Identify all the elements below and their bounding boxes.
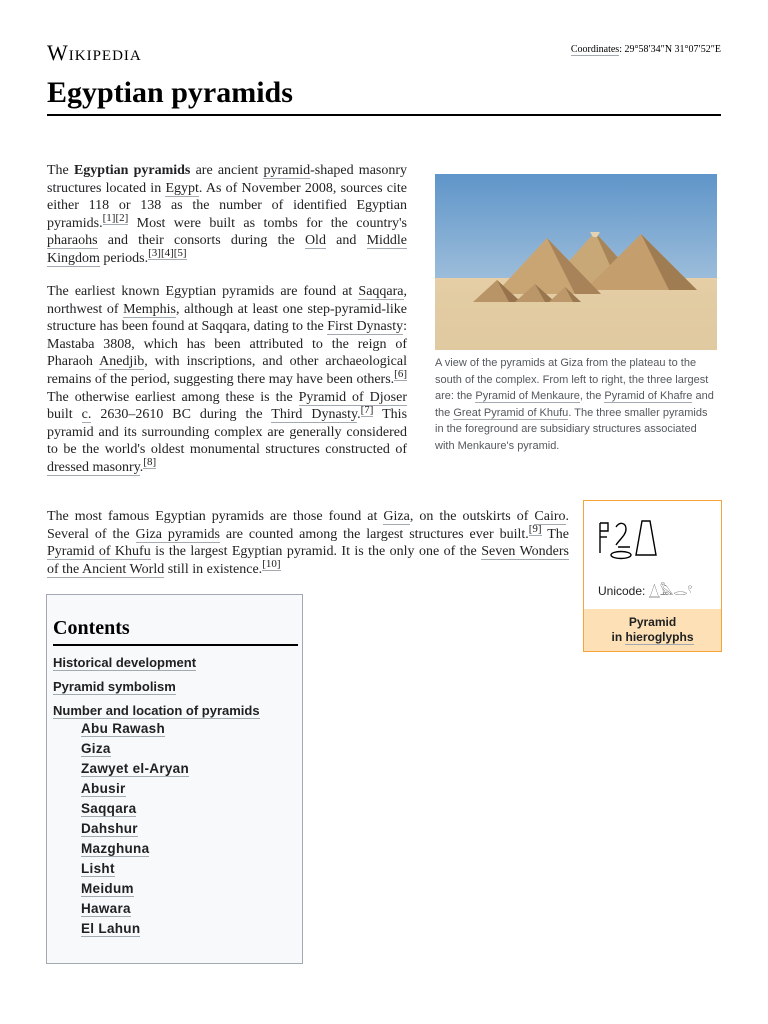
ref-10[interactable]: [10] [262,558,281,571]
coordinates [571,44,721,55]
toc-item-pyramid-symbolism[interactable]: Pyramid symbolism [53,679,176,694]
coordinates-value: : 29°58′34″N 31°07′52″E [619,44,721,55]
hieroglyph-box [583,500,722,652]
paragraph-giza: The most famous Egyptian pyramids are those found at Giza, on the outskirts of Cairo. Several of the Giza pyramids are counted among the largest structures ever built.[9] The Pyramid of Khufu is the largest Egyptian pyramid. It is the only one of the Seven Wonders of the Ancient World still in existence.[10] [47,509,569,577]
link-hieroglyphs[interactable]: hieroglyphs [625,630,694,644]
toc-subitem-saqqara[interactable]: Saqqara [81,801,137,816]
link-memphis[interactable]: Memphis [123,301,176,317]
toc-subitem-el-lahun[interactable]: El Lahun [81,921,141,936]
wikipedia-wordmark[interactable]: Wikipedia [47,40,142,65]
link-saqqara[interactable]: Saqqara [358,284,404,299]
ref-1[interactable]: [1] [102,212,116,225]
coordinates-link[interactable]: Coordinates [570,44,620,55]
link-great-pyramid-of-khufu[interactable]: Great Pyramid of Khufu [453,406,569,419]
ref-4[interactable]: [4] [160,247,174,260]
hieroglyph-caption: Pyramid in hieroglyphs [584,609,721,651]
toc-subitem-giza[interactable]: Giza [81,741,111,756]
link-old-kingdom[interactable]: Old [304,233,326,249]
unicode-row: Unicode: 𓉴𓅓𓂋𓍢 [598,584,693,598]
link-giza-pyramids[interactable]: Giza pyramids [135,526,220,542]
toc-list [53,655,260,936]
link-pyramid[interactable]: pyramid [263,163,311,178]
link-pharaohs[interactable]: pharaohs [47,233,98,249]
link-circa[interactable]: c. [81,407,92,423]
paragraph-earliest: The earliest known Egyptian pyramids are found at Saqqara, northwest of Memphis, although at least one step-pyramid-like structure has been found at Saqqara, dating to the First Dynasty: Mastaba 3808, which has been attributed to the reign of Pharaoh Anedjib, with inscriptions, and other archaeological remains of the period, suggesting there may have been others.[6] The otherwise earliest among these is the Pyramid of Djoser built c. 2630–2610 BC during the Third Dynasty.[7] This pyramid and its surrounding complex are generally considered to be the world's oldest monumental structures constructed of dressed masonry.[8] [47,284,408,475]
paragraph-intro: The Egyptian pyramids are ancient pyramid-shaped masonry structures located in Egypt. As of November 2008, sources cite either 118 or 138 as the number of identified Egyptian pyramids.[1][2] Most were built as tombs for the country's pharaohs and their consorts during the Old and Middle Kingdom periods.[3][4][5] [47,163,408,266]
ref-2[interactable]: [2] [115,212,129,225]
toc-subitem-zawyet-el-aryan[interactable]: Zawyet el-Aryan [81,761,190,776]
link-pyramid-of-menkaure[interactable]: Pyramid of Menkaure [475,390,580,403]
toc-item-historical-development[interactable]: Historical development [53,655,197,670]
hieroglyph-image [596,517,660,561]
toc-item-number-and-location[interactable]: Number and location of pyramids Abu Rawash Giza Zawyet el-Aryan Abusir Saqqara Dahshur Mazghuna Lisht Meidum Hawara El Lahun [53,703,260,727]
unicode-value: 𓉴𓅓𓂋𓍢 [648,584,693,598]
toc-subitem-abusir[interactable]: Abusir [81,781,126,796]
link-cairo[interactable]: Cairo [534,509,566,524]
bold-term: Egyptian pyramids [73,163,191,178]
toc-subitem-lisht[interactable]: Lisht [81,861,115,876]
unicode-label: Unicode [598,584,643,598]
toc-title: Contents [53,617,298,646]
toc-subitem-dahshur[interactable]: Dahshur [81,821,138,836]
figure-giza [435,174,717,455]
page-title: Egyptian pyramids [47,76,721,116]
link-dressed-masonry[interactable]: dressed masonry [47,459,140,475]
giza-pyramids-photo[interactable] [435,174,717,350]
toc-subitem-mazghuna[interactable]: Mazghuna [81,841,150,856]
link-giza[interactable]: Giza [383,509,410,524]
link-seven-wonders[interactable]: Seven Wonders of the Ancient World [47,544,569,577]
ref-5[interactable]: [5] [173,247,187,260]
toc-sublist [53,720,260,940]
toc-subitem-hawara[interactable]: Hawara [81,901,131,916]
figure-caption: A view of the pyramids at Giza from the plateau to the south of the complex. From left to right, the three largest are: the Pyramid of Menkaure, the Pyramid of Khafre and the Great Pyramid of Khufu. The three smaller pyramids in the foreground are subsidiary structures associated with Menkaure's pyramid. [435,357,714,452]
ref-6[interactable]: [6] [394,368,407,381]
link-first-dynasty[interactable]: First Dynasty [327,319,404,335]
ref-3[interactable]: [3] [148,247,161,260]
link-pyramid-of-khufu[interactable]: Pyramid of Khufu [47,544,151,560]
link-pyramid-of-djoser[interactable]: Pyramid of Djoser [298,389,407,405]
link-anedjib[interactable]: Anedjib [99,354,145,370]
table-of-contents [46,594,303,964]
link-egypt[interactable]: Egypt [165,180,199,196]
toc-subitem-abu-rawash[interactable]: Abu Rawash [81,721,166,736]
link-pyramid-of-khafre[interactable]: Pyramid of Khafre [604,390,693,403]
ref-7[interactable]: [7] [360,403,374,416]
link-third-dynasty[interactable]: Third Dynasty [271,407,358,423]
ref-8[interactable]: [8] [143,456,157,469]
link-middle-kingdom[interactable]: Middle Kingdom [47,233,408,266]
toc-subitem-meidum[interactable]: Meidum [81,881,134,896]
ref-9[interactable]: [9] [528,522,542,535]
